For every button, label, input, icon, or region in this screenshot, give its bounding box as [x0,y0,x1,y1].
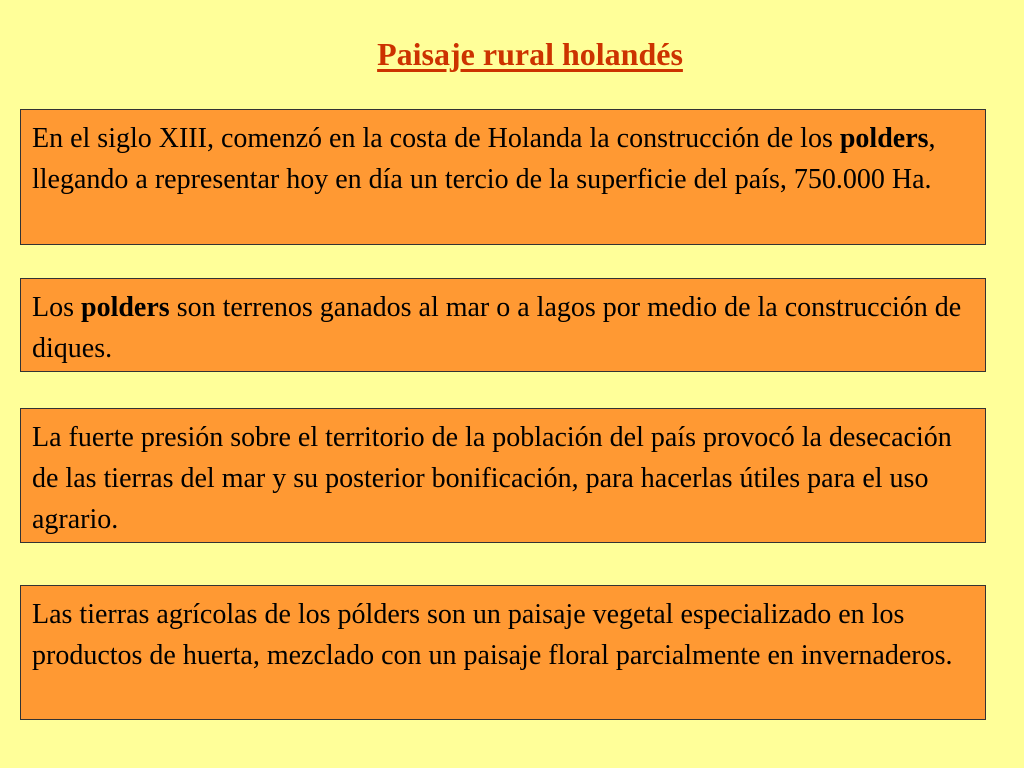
text-segment: En el siglo XIII, comenzó en la costa de Holanda la construcción de los [32,123,840,154]
text-box-population-pressure [20,408,986,543]
text-box-polders-history [20,109,986,245]
text-segment: , llegando a representar hoy en día un tercio de la superficie del país, 750.000 Ha. [32,123,936,195]
text-segment: Los [32,292,81,323]
slide-title: Paisaje rural holandés [377,36,683,72]
bold-term-polders: polders [81,292,170,323]
paragraph-polders-definition [32,287,975,369]
text-segment: son terrenos ganados al mar o a lagos por medio de la construcción de diques. [32,292,962,364]
bold-term-polders: polders [839,123,929,154]
text-box-agricultural-landscape [20,585,986,720]
paragraph-polders-history [32,118,975,200]
paragraph-population-pressure: La fuerte presión sobre el territorio de la población del país provocó la desecación de las tierras del mar y su posterior bonificación, para hacerlas útiles para el uso agrario. [32,422,952,535]
text-box-polders-definition [20,278,986,372]
paragraph-agricultural-landscape: Las tierras agrícolas de los pólders son un paisaje vegetal especializado en los productos de huerta, mezclado con un paisaje floral parcialmente en invernaderos. [32,599,953,671]
